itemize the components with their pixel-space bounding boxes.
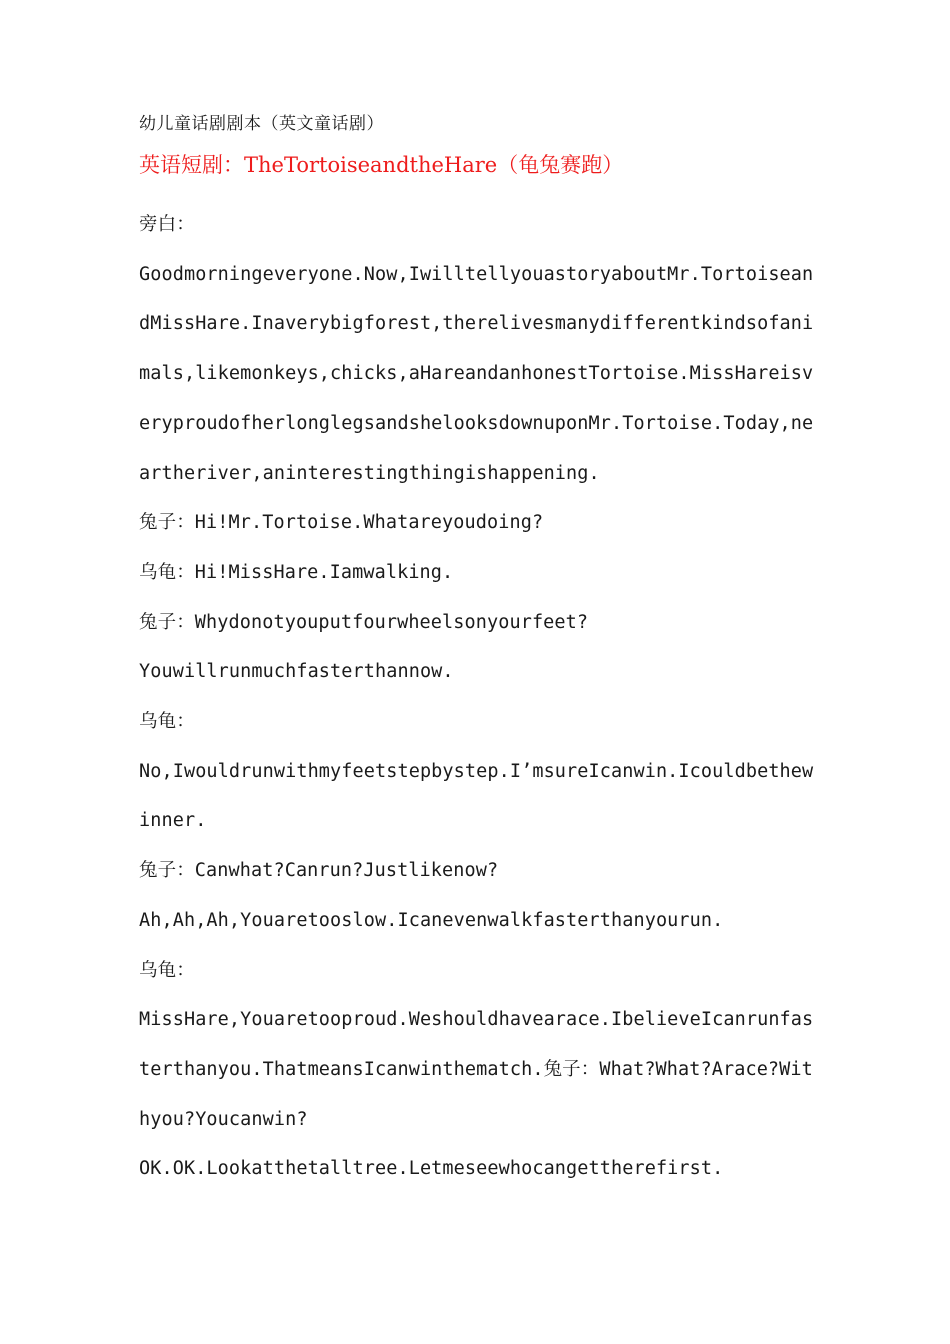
- speaker-label: 乌龟：: [139, 711, 195, 733]
- dialogue-line: 兔子：Hi!Mr.Tortoise.Whatareyoudoing?: [139, 512, 544, 534]
- document-title: 幼儿童话剧剧本（英文童话剧）: [139, 114, 384, 134]
- dialogue-line: No,Iwouldrunwithmyfeetstepbystep.I’msureIcanwin.Icouldbethewinner.: [139, 760, 814, 832]
- dialogue-line: 兔子：Whydonotyouputfourwheelsonyourfeet?: [139, 611, 589, 633]
- dialogue-line: Ah,Ah,Ah,Youaretooslow.Icanevenwalkfasterthanyourun.: [139, 909, 724, 931]
- narration-paragraph: Goodmorningeveryone.Now,IwilltellyouastoryaboutMr.TortoiseandMissHare.Inaverybigforest,therelivesmanydifferentkindsofanimals,likemonkeys,chicks,aHareandanhonestTortoise.MissHareisveryproudofherlonglegsandshelooksdownuponMr.Tortoise.Today,neartheriver,aninterestingthingishappening.: [139, 263, 814, 484]
- dialogue-line: OK.OK.Lookatthetalltree.Letmeseewhocangettherefirst.: [139, 1158, 724, 1180]
- script-body: [139, 200, 819, 1194]
- narrator-label: 旁白：: [139, 214, 195, 235]
- dialogue-line: Youwillrunmuchfasterthannow.: [139, 661, 454, 683]
- dialogue-line: 乌龟：Hi!MissHare.Iamwalking.: [139, 561, 454, 583]
- speaker-label: 乌龟：: [139, 959, 195, 981]
- play-subtitle: 英语短剧：TheTortoiseandtheHare（龟兔赛跑）: [139, 153, 624, 177]
- dialogue-line: 兔子：Canwhat?Canrun?Justlikenow?: [139, 860, 499, 882]
- dialogue-line: MissHare,Youaretooproud.Weshouldhavearace.IbelieveIcanrunfasterthanyou.ThatmeansIcanwinthematch.兔子：What?What?Arace?Withyou?Youcanwin?: [139, 1009, 814, 1130]
